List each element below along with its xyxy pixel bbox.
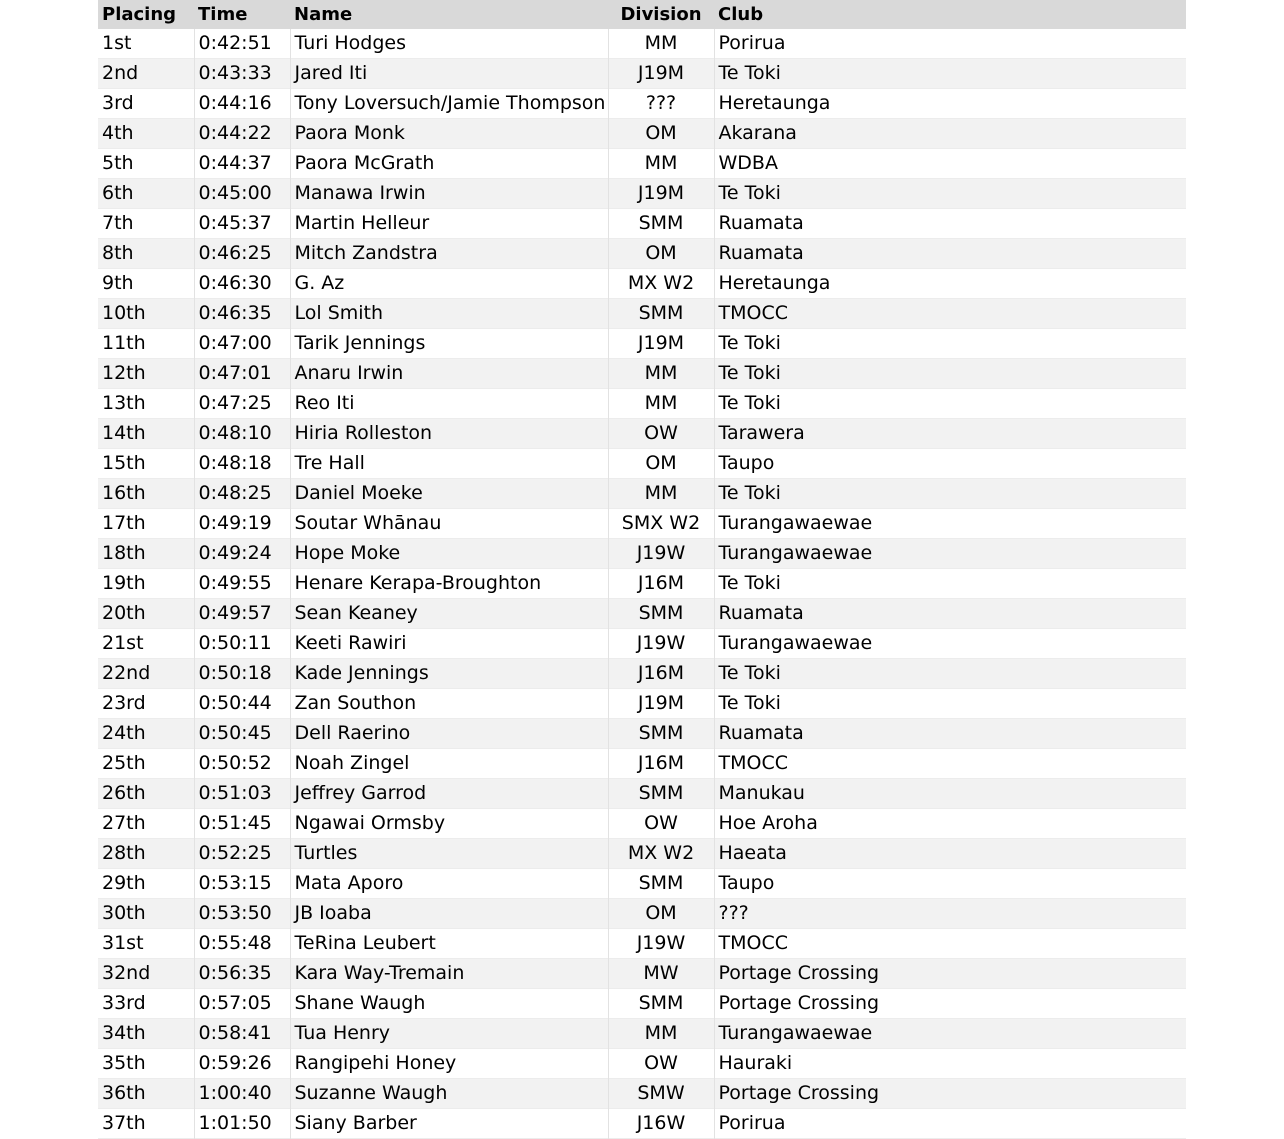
table-row bbox=[98, 269, 1186, 299]
cell-name: Mata Aporo bbox=[290, 869, 608, 899]
cell-division: SMM bbox=[608, 299, 714, 329]
table-header bbox=[98, 0, 1186, 29]
table-row bbox=[98, 1109, 1186, 1139]
cell-club: Te Toki bbox=[714, 389, 1186, 419]
cell-time: 0:50:11 bbox=[194, 629, 290, 659]
cell-club: Akarana bbox=[714, 119, 1186, 149]
cell-placing: 19th bbox=[98, 569, 194, 599]
cell-club: Portage Crossing bbox=[714, 959, 1186, 989]
cell-time: 0:50:45 bbox=[194, 719, 290, 749]
cell-placing: 20th bbox=[98, 599, 194, 629]
header-name: Name bbox=[290, 0, 608, 29]
cell-placing: 11th bbox=[98, 329, 194, 359]
cell-club: Turangawaewae bbox=[714, 539, 1186, 569]
cell-club: Hauraki bbox=[714, 1049, 1186, 1079]
cell-placing: 1st bbox=[98, 29, 194, 59]
cell-name: Henare Kerapa-Broughton bbox=[290, 569, 608, 599]
cell-placing: 14th bbox=[98, 419, 194, 449]
results-table bbox=[98, 0, 1186, 1139]
cell-time: 0:47:00 bbox=[194, 329, 290, 359]
cell-placing: 35th bbox=[98, 1049, 194, 1079]
cell-placing: 7th bbox=[98, 209, 194, 239]
cell-name: Ngawai Ormsby bbox=[290, 809, 608, 839]
cell-time: 0:46:30 bbox=[194, 269, 290, 299]
cell-club: Ruamata bbox=[714, 209, 1186, 239]
cell-division: SMM bbox=[608, 779, 714, 809]
cell-placing: 32nd bbox=[98, 959, 194, 989]
table-row bbox=[98, 239, 1186, 269]
cell-division: J19W bbox=[608, 629, 714, 659]
cell-club: Hoe Aroha bbox=[714, 809, 1186, 839]
cell-placing: 10th bbox=[98, 299, 194, 329]
cell-club: Te Toki bbox=[714, 479, 1186, 509]
cell-name: Soutar Whānau bbox=[290, 509, 608, 539]
cell-club: Porirua bbox=[714, 1109, 1186, 1139]
cell-division: OM bbox=[608, 119, 714, 149]
cell-division: J16M bbox=[608, 569, 714, 599]
cell-time: 0:49:19 bbox=[194, 509, 290, 539]
cell-club: Te Toki bbox=[714, 569, 1186, 599]
table-row bbox=[98, 419, 1186, 449]
cell-placing: 9th bbox=[98, 269, 194, 299]
cell-placing: 8th bbox=[98, 239, 194, 269]
cell-club: Tarawera bbox=[714, 419, 1186, 449]
cell-name: Reo Iti bbox=[290, 389, 608, 419]
cell-time: 0:45:00 bbox=[194, 179, 290, 209]
cell-division: MM bbox=[608, 29, 714, 59]
cell-placing: 26th bbox=[98, 779, 194, 809]
cell-division: SMM bbox=[608, 209, 714, 239]
cell-placing: 17th bbox=[98, 509, 194, 539]
table-row bbox=[98, 809, 1186, 839]
cell-placing: 3rd bbox=[98, 89, 194, 119]
table-row bbox=[98, 539, 1186, 569]
cell-placing: 33rd bbox=[98, 989, 194, 1019]
cell-division: SMM bbox=[608, 989, 714, 1019]
cell-placing: 4th bbox=[98, 119, 194, 149]
table-row bbox=[98, 959, 1186, 989]
table-row bbox=[98, 659, 1186, 689]
cell-time: 0:44:22 bbox=[194, 119, 290, 149]
cell-time: 0:47:25 bbox=[194, 389, 290, 419]
cell-placing: 2nd bbox=[98, 59, 194, 89]
cell-placing: 12th bbox=[98, 359, 194, 389]
table-row bbox=[98, 299, 1186, 329]
cell-division: J16W bbox=[608, 1109, 714, 1139]
cell-name: Suzanne Waugh bbox=[290, 1079, 608, 1109]
cell-division: SMM bbox=[608, 599, 714, 629]
cell-placing: 28th bbox=[98, 839, 194, 869]
cell-time: 0:51:03 bbox=[194, 779, 290, 809]
cell-placing: 13th bbox=[98, 389, 194, 419]
cell-time: 0:44:37 bbox=[194, 149, 290, 179]
cell-club: Ruamata bbox=[714, 239, 1186, 269]
cell-club: Heretaunga bbox=[714, 269, 1186, 299]
cell-time: 0:55:48 bbox=[194, 929, 290, 959]
cell-placing: 6th bbox=[98, 179, 194, 209]
cell-placing: 30th bbox=[98, 899, 194, 929]
cell-club: Ruamata bbox=[714, 719, 1186, 749]
cell-division: OM bbox=[608, 899, 714, 929]
cell-division: MM bbox=[608, 479, 714, 509]
cell-placing: 29th bbox=[98, 869, 194, 899]
cell-club: Te Toki bbox=[714, 329, 1186, 359]
cell-name: Kara Way-Tremain bbox=[290, 959, 608, 989]
cell-club: Portage Crossing bbox=[714, 989, 1186, 1019]
table-row bbox=[98, 479, 1186, 509]
cell-name: Anaru Irwin bbox=[290, 359, 608, 389]
cell-club: Taupo bbox=[714, 449, 1186, 479]
table-row bbox=[98, 149, 1186, 179]
cell-division: MX W2 bbox=[608, 269, 714, 299]
cell-club: Te Toki bbox=[714, 659, 1186, 689]
cell-division: ??? bbox=[608, 89, 714, 119]
table-row bbox=[98, 899, 1186, 929]
cell-name: Lol Smith bbox=[290, 299, 608, 329]
cell-division: SMM bbox=[608, 869, 714, 899]
cell-name: Martin Helleur bbox=[290, 209, 608, 239]
cell-division: SMX W2 bbox=[608, 509, 714, 539]
table-row bbox=[98, 59, 1186, 89]
cell-name: Manawa Irwin bbox=[290, 179, 608, 209]
table-row bbox=[98, 719, 1186, 749]
cell-club: Haeata bbox=[714, 839, 1186, 869]
cell-time: 0:57:05 bbox=[194, 989, 290, 1019]
cell-club: Turangawaewae bbox=[714, 509, 1186, 539]
cell-name: Dell Raerino bbox=[290, 719, 608, 749]
cell-name: TeRina Leubert bbox=[290, 929, 608, 959]
cell-club: Te Toki bbox=[714, 59, 1186, 89]
header-time: Time bbox=[194, 0, 290, 29]
table-row bbox=[98, 929, 1186, 959]
cell-name: Zan Southon bbox=[290, 689, 608, 719]
table-row bbox=[98, 689, 1186, 719]
cell-name: Kade Jennings bbox=[290, 659, 608, 689]
cell-division: J19W bbox=[608, 539, 714, 569]
header-placing: Placing bbox=[98, 0, 194, 29]
table-row bbox=[98, 989, 1186, 1019]
cell-division: OM bbox=[608, 449, 714, 479]
cell-placing: 27th bbox=[98, 809, 194, 839]
table-row bbox=[98, 29, 1186, 59]
cell-name: Rangipehi Honey bbox=[290, 1049, 608, 1079]
cell-time: 1:00:40 bbox=[194, 1079, 290, 1109]
table-row bbox=[98, 89, 1186, 119]
cell-time: 0:44:16 bbox=[194, 89, 290, 119]
cell-time: 0:52:25 bbox=[194, 839, 290, 869]
cell-name: Turi Hodges bbox=[290, 29, 608, 59]
cell-club: Manukau bbox=[714, 779, 1186, 809]
table-body bbox=[98, 29, 1186, 1139]
cell-division: OW bbox=[608, 809, 714, 839]
cell-time: 0:58:41 bbox=[194, 1019, 290, 1049]
cell-name: Paora McGrath bbox=[290, 149, 608, 179]
cell-division: J16M bbox=[608, 749, 714, 779]
cell-division: MM bbox=[608, 1019, 714, 1049]
cell-club: WDBA bbox=[714, 149, 1186, 179]
cell-time: 0:53:15 bbox=[194, 869, 290, 899]
cell-name: Shane Waugh bbox=[290, 989, 608, 1019]
cell-placing: 18th bbox=[98, 539, 194, 569]
cell-division: J19M bbox=[608, 329, 714, 359]
cell-name: Tarik Jennings bbox=[290, 329, 608, 359]
cell-time: 0:49:57 bbox=[194, 599, 290, 629]
cell-division: J16M bbox=[608, 659, 714, 689]
cell-name: G. Az bbox=[290, 269, 608, 299]
cell-name: Jared Iti bbox=[290, 59, 608, 89]
cell-division: J19M bbox=[608, 59, 714, 89]
cell-time: 0:50:44 bbox=[194, 689, 290, 719]
cell-club: Taupo bbox=[714, 869, 1186, 899]
cell-division: MW bbox=[608, 959, 714, 989]
table-row bbox=[98, 599, 1186, 629]
cell-name: Daniel Moeke bbox=[290, 479, 608, 509]
cell-club: TMOCC bbox=[714, 299, 1186, 329]
cell-time: 0:46:25 bbox=[194, 239, 290, 269]
cell-name: Siany Barber bbox=[290, 1109, 608, 1139]
cell-time: 0:51:45 bbox=[194, 809, 290, 839]
header-club: Club bbox=[714, 0, 1186, 29]
table-row bbox=[98, 359, 1186, 389]
header-division: Division bbox=[608, 0, 714, 29]
cell-placing: 5th bbox=[98, 149, 194, 179]
cell-name: Jeffrey Garrod bbox=[290, 779, 608, 809]
table-row bbox=[98, 569, 1186, 599]
table-row bbox=[98, 869, 1186, 899]
cell-name: Tre Hall bbox=[290, 449, 608, 479]
cell-time: 1:01:50 bbox=[194, 1109, 290, 1139]
cell-name: Paora Monk bbox=[290, 119, 608, 149]
cell-time: 0:47:01 bbox=[194, 359, 290, 389]
cell-time: 0:48:25 bbox=[194, 479, 290, 509]
cell-name: JB Ioaba bbox=[290, 899, 608, 929]
table-row bbox=[98, 629, 1186, 659]
table-row bbox=[98, 1019, 1186, 1049]
table-row bbox=[98, 449, 1186, 479]
cell-placing: 23rd bbox=[98, 689, 194, 719]
cell-name: Keeti Rawiri bbox=[290, 629, 608, 659]
cell-division: J19M bbox=[608, 179, 714, 209]
cell-division: OW bbox=[608, 1049, 714, 1079]
cell-name: Turtles bbox=[290, 839, 608, 869]
cell-club: Turangawaewae bbox=[714, 1019, 1186, 1049]
cell-division: SMW bbox=[608, 1079, 714, 1109]
cell-division: OM bbox=[608, 239, 714, 269]
cell-time: 0:50:52 bbox=[194, 749, 290, 779]
cell-placing: 15th bbox=[98, 449, 194, 479]
cell-time: 0:59:26 bbox=[194, 1049, 290, 1079]
table-row bbox=[98, 1079, 1186, 1109]
cell-division: OW bbox=[608, 419, 714, 449]
cell-division: J19M bbox=[608, 689, 714, 719]
cell-placing: 22nd bbox=[98, 659, 194, 689]
table-row bbox=[98, 1049, 1186, 1079]
cell-placing: 21st bbox=[98, 629, 194, 659]
cell-time: 0:56:35 bbox=[194, 959, 290, 989]
cell-division: MM bbox=[608, 359, 714, 389]
cell-placing: 37th bbox=[98, 1109, 194, 1139]
cell-time: 0:49:55 bbox=[194, 569, 290, 599]
cell-time: 0:42:51 bbox=[194, 29, 290, 59]
cell-club: Te Toki bbox=[714, 359, 1186, 389]
cell-name: Tua Henry bbox=[290, 1019, 608, 1049]
cell-placing: 24th bbox=[98, 719, 194, 749]
cell-club: TMOCC bbox=[714, 749, 1186, 779]
cell-club: Porirua bbox=[714, 29, 1186, 59]
cell-club: ??? bbox=[714, 899, 1186, 929]
cell-division: MX W2 bbox=[608, 839, 714, 869]
table-row bbox=[98, 329, 1186, 359]
cell-club: Ruamata bbox=[714, 599, 1186, 629]
cell-name: Hiria Rolleston bbox=[290, 419, 608, 449]
cell-placing: 31st bbox=[98, 929, 194, 959]
cell-time: 0:46:35 bbox=[194, 299, 290, 329]
cell-time: 0:50:18 bbox=[194, 659, 290, 689]
table-row bbox=[98, 209, 1186, 239]
table-row bbox=[98, 779, 1186, 809]
table-row bbox=[98, 119, 1186, 149]
cell-time: 0:48:10 bbox=[194, 419, 290, 449]
cell-time: 0:45:37 bbox=[194, 209, 290, 239]
cell-club: Portage Crossing bbox=[714, 1079, 1186, 1109]
cell-club: Heretaunga bbox=[714, 89, 1186, 119]
cell-time: 0:49:24 bbox=[194, 539, 290, 569]
cell-time: 0:48:18 bbox=[194, 449, 290, 479]
cell-placing: 36th bbox=[98, 1079, 194, 1109]
cell-name: Sean Keaney bbox=[290, 599, 608, 629]
cell-division: MM bbox=[608, 389, 714, 419]
table-row bbox=[98, 389, 1186, 419]
cell-club: Te Toki bbox=[714, 689, 1186, 719]
cell-placing: 25th bbox=[98, 749, 194, 779]
cell-name: Hope Moke bbox=[290, 539, 608, 569]
cell-club: Turangawaewae bbox=[714, 629, 1186, 659]
cell-club: Te Toki bbox=[714, 179, 1186, 209]
table-row bbox=[98, 749, 1186, 779]
cell-time: 0:43:33 bbox=[194, 59, 290, 89]
table-row bbox=[98, 179, 1186, 209]
cell-name: Tony Loversuch/Jamie Thompson bbox=[290, 89, 608, 119]
cell-club: TMOCC bbox=[714, 929, 1186, 959]
table-row bbox=[98, 839, 1186, 869]
table-row bbox=[98, 509, 1186, 539]
header-row bbox=[98, 0, 1186, 29]
cell-placing: 34th bbox=[98, 1019, 194, 1049]
cell-name: Noah Zingel bbox=[290, 749, 608, 779]
cell-time: 0:53:50 bbox=[194, 899, 290, 929]
cell-division: MM bbox=[608, 149, 714, 179]
cell-placing: 16th bbox=[98, 479, 194, 509]
cell-division: SMM bbox=[608, 719, 714, 749]
cell-name: Mitch Zandstra bbox=[290, 239, 608, 269]
cell-division: J19W bbox=[608, 929, 714, 959]
